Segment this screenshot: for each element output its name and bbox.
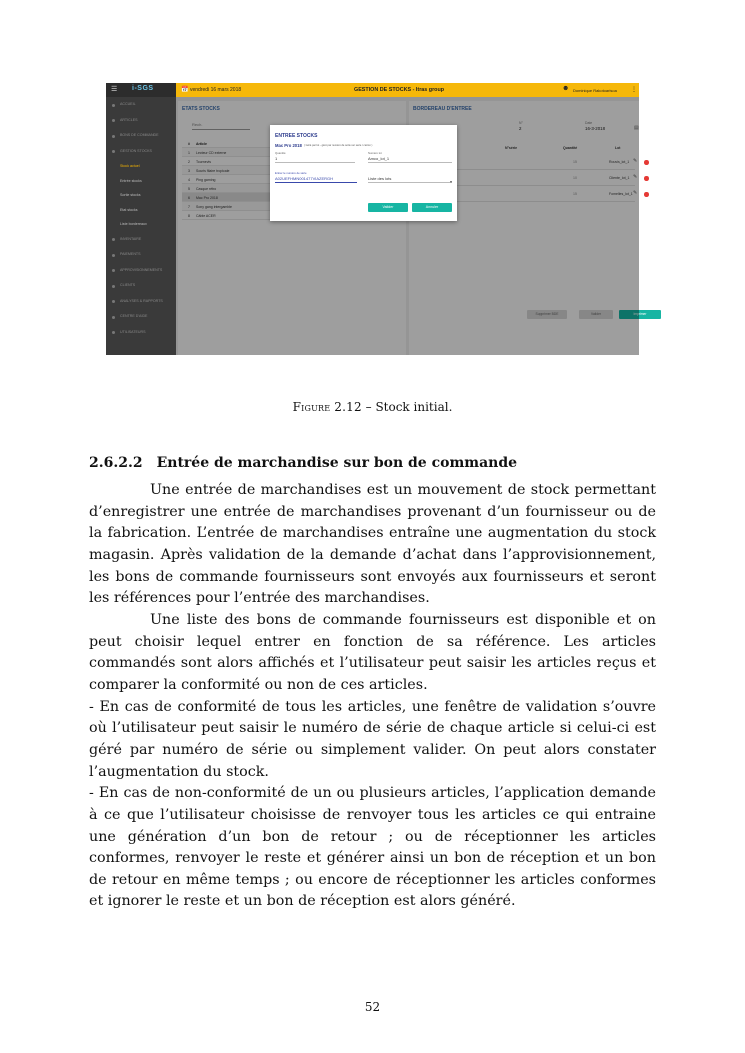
bullet-icon (112, 135, 115, 138)
col-lot: Lot (615, 146, 621, 150)
sidebar-nav-lower (106, 232, 176, 341)
quantity-value: 1 (275, 156, 278, 161)
sidebar (106, 83, 176, 355)
sidebar-subitem[interactable]: Entrée stocks (120, 178, 142, 183)
dialog-product: Mac Pro 2018 (275, 143, 302, 148)
validate-button[interactable]: Valider (579, 310, 613, 319)
number-label: N° (519, 121, 523, 125)
sidebar-item-label: BONS DE COMMANDE (120, 133, 159, 137)
edit-icon[interactable]: ✎ (633, 174, 638, 180)
sidebar-item-label: ARTICLES (120, 117, 138, 122)
figure-label: Figure 2.12 (292, 400, 362, 414)
edit-icon[interactable]: ✎ (633, 190, 638, 196)
body-text (89, 480, 656, 913)
row-article: Souris filaire tropicale (196, 169, 230, 173)
dialog-title: ENTREE STOCKS (275, 133, 318, 139)
row-number: 5 (188, 187, 190, 191)
sidebar-item-label: ACCUEIL (120, 102, 136, 106)
section-title: Entrée de marchandise sur bon de commande (156, 455, 518, 471)
panel-title: ETATS STOCKS (182, 106, 220, 112)
sidebar-item-label: GESTION STOCKS (120, 148, 152, 153)
sidebar-item[interactable] (106, 309, 176, 325)
top-bar (176, 83, 639, 97)
dialog-cancel-button[interactable]: Annuler (412, 203, 452, 212)
bullet-icon (112, 316, 115, 319)
search-input[interactable]: Rech. (192, 122, 250, 130)
row-number: 3 (188, 169, 190, 173)
bullet-icon (112, 119, 115, 122)
entry-qty: 15 (573, 160, 577, 164)
row-article: Tournevis (196, 160, 211, 164)
sidebar-item-label: UTILISATEURS (120, 329, 146, 334)
dropdown-arrow-icon: ▾ (449, 179, 452, 184)
entree-stocks-dialog (270, 125, 457, 221)
app-logo: i-SGS (132, 85, 154, 92)
sidebar-item[interactable] (106, 144, 176, 160)
bullet-icon (112, 300, 115, 303)
paragraph: - En cas de conformité de tous les articles, une fenêtre de validation s’ouvre où l’utilisateur peut saisir le numéro de série de chaque article si celui-ci est géré par numéro de série ou simplement valider. On peut alors constater l’augmentation du stock. (89, 698, 656, 780)
user-name[interactable]: Dominique Rakotoarisoa (573, 87, 617, 93)
sidebar-nav (106, 97, 176, 159)
edit-icon[interactable]: ✎ (633, 158, 638, 164)
lot-number-field[interactable] (368, 151, 452, 163)
sidebar-item[interactable] (106, 247, 176, 263)
hamburger-icon[interactable]: ☰ (111, 86, 118, 93)
sidebar-item-label: INVENTAIRE (120, 236, 142, 241)
delete-icon[interactable] (644, 160, 649, 165)
paragraph: - En cas de non-conformité de un ou plusieurs articles, l’application demande à ce que l’utilisateur choisisse de renvoyer tous les articles ce qui entraine une génération d’un bon de retour ; ou de réceptionner les articles conformes, renvoyer le reste et générer ainsi un bon de réception et un bon de retour en même temps ; ou encore de réceptionner les articles conformes et ignorer le reste et un bon de réception est alors généré. (89, 785, 656, 910)
date-label: Date (585, 121, 593, 125)
delete-bde-button[interactable]: Supprimer BDE (527, 310, 567, 319)
bullet-icon (112, 150, 115, 153)
sidebar-item[interactable] (106, 232, 176, 248)
lot-number-value: Amco_lot_1 (368, 156, 390, 161)
section-heading (89, 455, 517, 471)
quantity-label: Quantité (275, 151, 286, 155)
current-date: vendredi 16 mars 2018 (190, 87, 242, 93)
sidebar-subitem[interactable]: Liste bordereaux (120, 222, 147, 226)
col-number: # (188, 142, 190, 146)
sidebar-item[interactable] (106, 263, 176, 279)
bullet-icon (112, 254, 115, 257)
row-number: 6 (188, 196, 190, 200)
bordereau-number: 2 (519, 126, 522, 131)
app-title: GESTION DE STOCKS - Itras group (354, 87, 445, 93)
row-article: Sony gang intergamble (196, 205, 232, 209)
sidebar-item[interactable] (106, 97, 176, 113)
row-number: 1 (188, 151, 190, 155)
more-vert-icon[interactable]: ⋮ (631, 87, 637, 93)
dialog-note: ( Géré par lot - géré par numéro de série sur serie / carton ) (304, 144, 373, 147)
dialog-validate-button[interactable]: Valider (368, 203, 408, 212)
row-number: 4 (188, 178, 190, 182)
entry-lot: Fomelles_lot_1 (609, 192, 633, 196)
row-article: Câble ACER (196, 214, 216, 218)
sidebar-subitem[interactable]: Sortie stocks (120, 193, 141, 197)
sidebar-item-label: CENTRE D'AIDE (120, 314, 148, 318)
row-number: 8 (188, 214, 190, 218)
figure-screenshot (106, 83, 647, 355)
entry-lot: Cliente_lot_1 (609, 176, 630, 180)
sidebar-item[interactable] (106, 128, 176, 144)
sidebar-item-label: ANALYSES & RAPPORTS (120, 298, 163, 303)
bullet-icon (112, 285, 115, 288)
sidebar-item[interactable] (106, 325, 176, 341)
delete-icon[interactable] (644, 192, 649, 197)
serial-number-label: Entrer le numéro de série (275, 171, 307, 175)
bullet-icon (112, 238, 115, 241)
sidebar-item-label: APPROVISIONNEMENTS (120, 267, 163, 272)
row-number: 7 (188, 205, 190, 209)
figure-caption-text: – Stock initial. (361, 400, 453, 414)
col-serial: N°série (505, 146, 518, 150)
sidebar-subnav (106, 159, 176, 232)
sidebar-item-label: CLIENTS (120, 283, 136, 287)
calendar-icon: 📅 (181, 87, 189, 93)
lot-list-label: Liste des lots (368, 176, 392, 181)
sidebar-item[interactable] (106, 278, 176, 294)
entry-qty: 10 (573, 176, 577, 180)
calendar-icon[interactable]: ▤ (634, 125, 639, 131)
figure-caption (0, 400, 745, 414)
bordereau-date[interactable]: 16-3-2018 (585, 126, 606, 131)
quantity-field[interactable] (275, 151, 355, 163)
lot-list-select[interactable] (368, 175, 452, 183)
entry-qty: 15 (573, 192, 577, 196)
print-button[interactable]: Imprimer (619, 310, 661, 319)
bullet-icon (112, 104, 115, 107)
lot-number-label: Numéro lot (368, 151, 382, 155)
bullet-icon (112, 331, 115, 334)
row-article: Lecteur CD externe (196, 151, 227, 155)
section-number: 2.6.2.2 (89, 455, 143, 471)
row-article: Casque rétro (196, 187, 217, 191)
row-number: 2 (188, 160, 190, 164)
page-number: 52 (364, 1000, 381, 1014)
sidebar-subitem[interactable]: Stock actuel (120, 164, 140, 168)
panel-title: BORDEREAU D'ENTREE (413, 106, 472, 112)
entry-lot: Rouvis_lot_1 (609, 160, 630, 164)
user-icon[interactable]: ☻ (562, 85, 570, 92)
paragraph: Une entrée de marchandises est un mouvement de stock permettant d’enregistrer une entrée de marchandises provenant d’un fournisseur ou de la fabrication. L’entrée de marchandises entraîne une augmentation du stock magasin. Après validation de la demande d’achat dans l’approvisionnement, les bons de commande fournisseurs sont envoyés aux fournisseurs et seront les références pour l’entrée des marchandises. (89, 482, 656, 607)
serial-number-field[interactable] (275, 171, 357, 183)
row-article: Mac Pro 2018 (196, 196, 218, 200)
col-quantity: Quantité (563, 146, 578, 150)
sidebar-item[interactable] (106, 113, 176, 129)
serial-number-value: A02UEFHMN001477VIAZERGH (275, 176, 334, 181)
sidebar-header (106, 83, 176, 97)
bullet-icon (112, 269, 115, 272)
col-article: Article (196, 142, 207, 146)
paragraph: Une liste des bons de commande fournisseurs est disponible et on peut choisir lequel entrer en fonction de sa référence. Les articles commandés sont alors affichés et l’utilisateur peut saisir les articles reçus et comparer la conformité ou non de ces articles. (89, 611, 656, 693)
row-article: Ping gaming (196, 178, 216, 182)
sidebar-item[interactable] (106, 294, 176, 310)
sidebar-item-label: PAIEMENTS (120, 252, 141, 256)
delete-icon[interactable] (644, 176, 649, 181)
sidebar-subitem[interactable]: Etat stocks (120, 207, 138, 212)
